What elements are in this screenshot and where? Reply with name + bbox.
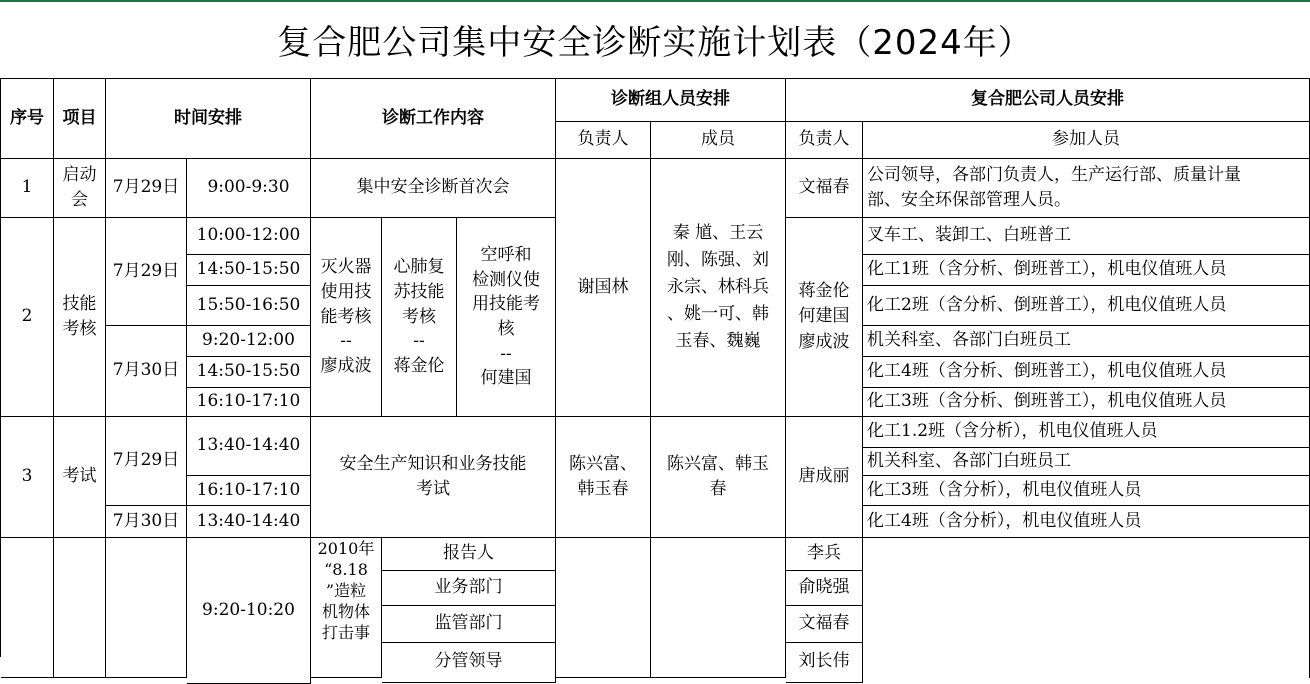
row3-seq: 3 xyxy=(1,417,54,538)
row4-content: 2010年 “8.18 ”造粒 机物体 打击事 xyxy=(311,538,382,678)
row2-time-4: 9:20-12:00 xyxy=(187,326,311,357)
row2-date1: 7月29日 xyxy=(106,218,187,326)
row2-time-6: 16:10-17:10 xyxy=(187,388,311,417)
row4-role-1: 报告人 xyxy=(382,538,556,571)
row2-diag-leader: 谢国林 xyxy=(556,159,651,417)
row3-participant-1: 化工1.2班（含分析），机电仪值班人员 xyxy=(863,417,1310,448)
header-time: 时间安排 xyxy=(106,79,311,159)
header-company-leader: 负责人 xyxy=(786,122,863,159)
row4-role-2: 业务部门 xyxy=(382,571,556,606)
row2-participant-1: 叉车工、装卸工、白班普工 xyxy=(863,218,1310,255)
row4-person-2: 俞晓强 xyxy=(786,571,863,606)
row3-time-1: 13:40-14:40 xyxy=(187,417,311,476)
row2-participant-4: 机关科室、各部门白班员工 xyxy=(863,326,1310,357)
row2-content-fire: 灭火器 使用技 能考核 -- 廖成波 xyxy=(311,218,382,417)
row2-time-2: 14:50-15:50 xyxy=(187,255,311,286)
row2-seq: 2 xyxy=(1,218,54,417)
row1-participants: 公司领导，各部门负责人，生产运行部、质量计量 部、安全环保部管理人员。 xyxy=(863,159,1310,218)
row3-content: 安全生产知识和业务技能 考试 xyxy=(311,417,556,538)
row2-participant-6: 化工3班（含分析、倒班普工），机电仪值班人员 xyxy=(863,388,1310,417)
row4-person-3: 文福春 xyxy=(786,606,863,643)
row2-item: 技能 考核 xyxy=(54,218,106,417)
row3-item: 考试 xyxy=(54,417,106,538)
header-company-participants: 参加人员 xyxy=(863,122,1310,159)
row2-date2: 7月30日 xyxy=(106,326,187,417)
header-diag-group: 诊断组人员安排 xyxy=(556,79,786,122)
row3-participant-3: 化工3班（含分析），机电仪值班人员 xyxy=(863,476,1310,506)
page-title: 复合肥公司集中安全诊断实施计划表（2024年） xyxy=(277,22,1033,63)
row4-participants xyxy=(863,538,1310,678)
row3-diag-members: 陈兴富、韩玉 春 xyxy=(651,417,786,538)
row3-date2: 7月30日 xyxy=(106,506,187,538)
row1-date: 7月29日 xyxy=(106,159,187,218)
row3-participant-4: 化工4班（含分析），机电仪值班人员 xyxy=(863,506,1310,538)
row2-participant-5: 化工4班（含分析、倒班普工），机电仪值班人员 xyxy=(863,357,1310,388)
row3-company-leader: 唐成丽 xyxy=(786,417,863,538)
row2-time-5: 14:50-15:50 xyxy=(187,357,311,388)
header-diag-members: 成员 xyxy=(651,122,786,159)
row2-content-cpr: 心肺复 苏技能 考核 -- 蒋金伦 xyxy=(382,218,457,417)
row2-company-leader: 蒋金伦 何建国 廖成波 xyxy=(786,218,863,417)
row3-diag-leader: 陈兴富、 韩玉春 xyxy=(556,417,651,538)
row4-diag-members xyxy=(651,538,786,678)
row1-company-leader: 文福春 xyxy=(786,159,863,218)
row3-time-3: 13:40-14:40 xyxy=(187,506,311,538)
row2-diag-members: 秦 馗、王云 刚、陈强、刘 永宗、林科兵 、姚一可、韩 玉春、魏巍 xyxy=(651,159,786,417)
row2-time-3: 15:50-16:50 xyxy=(187,286,311,326)
row1-item: 启动 会 xyxy=(54,159,106,218)
header-diag-leader: 负责人 xyxy=(556,122,651,159)
row1-seq: 1 xyxy=(1,159,54,218)
row3-date1: 7月29日 xyxy=(106,417,187,506)
header-seq: 序号 xyxy=(1,79,54,159)
row4-person-1: 李兵 xyxy=(786,538,863,571)
row1-time: 9:00-9:30 xyxy=(187,159,311,218)
row4-time: 9:20-10:20 xyxy=(187,538,311,684)
row4-diag-leader xyxy=(556,538,651,678)
header-content: 诊断工作内容 xyxy=(311,79,556,159)
row2-participant-2: 化工1班（含分析、倒班普工），机电仪值班人员 xyxy=(863,255,1310,286)
row4-role-4: 分管领导 xyxy=(382,643,556,683)
header-company-group: 复合肥公司人员安排 xyxy=(786,79,1310,122)
row2-time-1: 10:00-12:00 xyxy=(187,218,311,255)
row3-participant-2: 机关科室、各部门白班员工 xyxy=(863,448,1310,476)
row2-content-breathing: 空呼和 检测仪使 用技能考 核 -- 何建国 xyxy=(457,218,556,417)
row1-content: 集中安全诊断首次会 xyxy=(311,159,556,218)
row4-seq xyxy=(1,538,54,678)
row4-role-3: 监管部门 xyxy=(382,606,556,643)
row4-person-4: 刘长伟 xyxy=(786,643,863,683)
row3-time-2: 16:10-17:10 xyxy=(187,476,311,506)
row2-participant-3: 化工2班（含分析、倒班普工），机电仪值班人员 xyxy=(863,286,1310,326)
row4-item xyxy=(54,538,106,678)
header-item: 项目 xyxy=(54,79,106,159)
row4-date xyxy=(106,538,187,678)
